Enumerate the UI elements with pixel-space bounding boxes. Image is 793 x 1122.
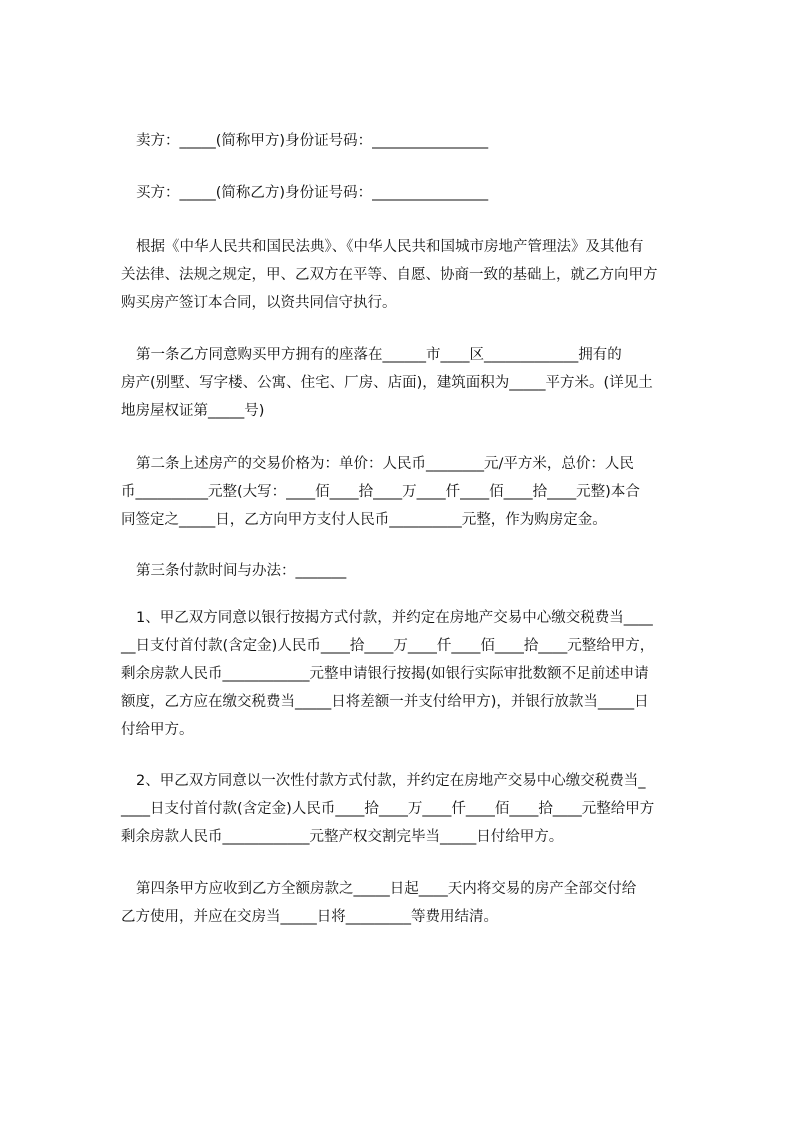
seller-text: 卖方：_____(简称甲方)身份证号码：________________ bbox=[136, 133, 489, 149]
clause-1-line: 额度，乙方应在缴交税费当_____日将差额一并支付给甲方)，并银行放款当_____日 bbox=[121, 694, 649, 710]
clause-2-line: ____日支付首付款(含定金)人民币____拾____万____仟____佰____拾____元整给甲方 bbox=[121, 801, 655, 817]
buyer-text: 买方：_____(简称乙方)身份证号码：________________ bbox=[136, 185, 489, 201]
clause-2-line: 2、甲乙双方同意以一次性付款方式付款，并约定在房地产交易中心缴交税费当_ bbox=[136, 773, 646, 789]
article-1-line: 房产(别墅、写字楼、公寓、住宅、厂房、店面)，建筑面积为_____平方米。(详见土 bbox=[121, 375, 653, 391]
article-1-line: 第一条乙方同意购买甲方拥有的座落在______市____区_____________拥有的 bbox=[136, 347, 622, 363]
clause-1-paragraph bbox=[121, 604, 701, 744]
article-4-line: 第四条甲方应收到乙方全额房款之_____日起____天内将交易的房产全部交付给 bbox=[136, 881, 637, 897]
article-2-line: 同签定之_____日，乙方向甲方支付人民币__________元整，作为购房定金。 bbox=[121, 512, 607, 528]
preamble-line: 关法律、法规之规定，甲、乙双方在平等、自愿、协商一致的基础上，就乙方向甲方 bbox=[121, 267, 658, 283]
preamble-paragraph bbox=[121, 233, 701, 317]
article-1-line: 地房屋权证第_____号) bbox=[121, 403, 265, 419]
seller-line bbox=[136, 127, 701, 155]
preamble-line: 根据《中华人民共和国民法典》、《中华人民共和国城市房地产管理法》及其他有 bbox=[136, 239, 644, 255]
article-1-paragraph bbox=[121, 341, 701, 425]
article-2-line: 第二条上述房产的交易价格为：单价：人民币________元/平方米，总价：人民 bbox=[136, 456, 634, 472]
buyer-line bbox=[136, 179, 701, 207]
preamble-line: 购买房产签订本合同，以资共同信守执行。 bbox=[121, 295, 397, 311]
article-2-paragraph bbox=[121, 450, 701, 534]
clause-1-line: 剩余房款人民币____________元整申请银行按揭(如银行实际审批数额不足前述申请 bbox=[121, 666, 649, 682]
article-3-text: 第三条付款时间与办法：_______ bbox=[136, 563, 347, 579]
article-4-line: 乙方使用，并应在交房当_____日将_________等费用结清。 bbox=[121, 909, 498, 925]
article-2-line: 币__________元整(大写：____佰____拾____万____仟____佰____拾____元整)本合 bbox=[121, 484, 640, 500]
clause-1-line: __日支付首付款(含定金)人民币____拾____万____仟____佰____拾____元整给甲方， bbox=[121, 638, 655, 654]
article-3-line bbox=[136, 557, 701, 585]
clause-1-line: 1、甲乙双方同意以银行按揭方式付款，并约定在房地产交易中心缴交税费当____ bbox=[136, 610, 653, 626]
clause-2-paragraph bbox=[121, 767, 701, 851]
article-4-paragraph bbox=[121, 875, 701, 931]
clause-2-line: 剩余房款人民币____________元整产权交割完毕当_____日付给甲方。 bbox=[121, 829, 564, 845]
clause-1-line: 付给甲方。 bbox=[121, 722, 194, 738]
